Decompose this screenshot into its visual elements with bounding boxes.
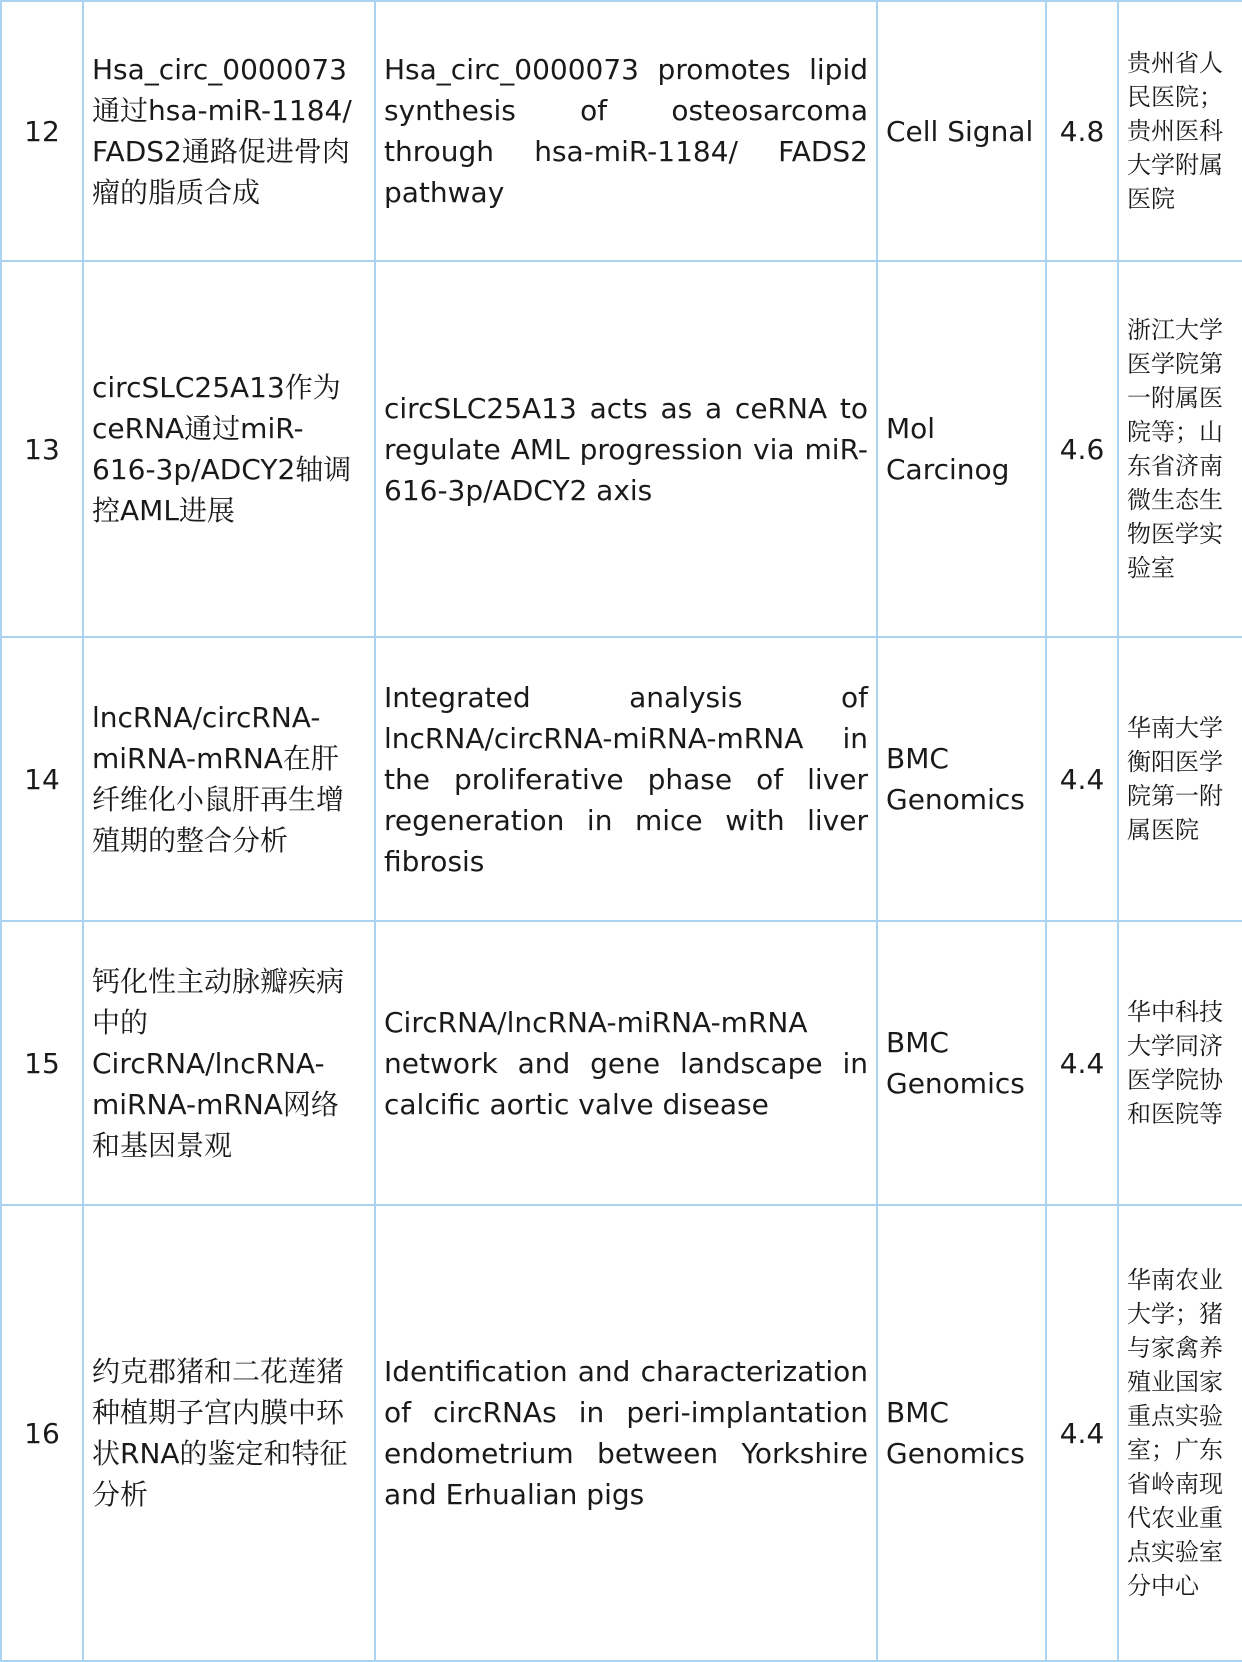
journal-name: BMC Genomics [877, 1205, 1046, 1661]
impact-factor: 4.4 [1046, 1205, 1118, 1661]
chinese-title: Hsa_circ_0000073通过hsa-miR-1184/ FADS2通路促进骨肉瘤的脂质合成 [83, 1, 375, 261]
journal-name: Cell Signal [877, 1, 1046, 261]
table-row [1, 261, 1242, 637]
english-title: Integrated analysis of lncRNA/circRNA-miRNA-mRNA in the proliferative phase of liver regeneration in mice with liver fibrosis [375, 637, 877, 921]
table-row [1, 921, 1242, 1205]
journal-name: BMC Genomics [877, 637, 1046, 921]
english-title: Identification and characterization of circRNAs in peri-implantation endometrium between Yorkshire and Erhualian pigs [375, 1205, 877, 1661]
impact-factor: 4.4 [1046, 921, 1118, 1205]
row-number: 13 [1, 261, 83, 637]
journal-name: Mol Carcinog [877, 261, 1046, 637]
institution: 贵州省人民医院；贵州医科大学附属医院 [1118, 1, 1242, 261]
row-number: 12 [1, 1, 83, 261]
institution: 华南大学衡阳医学院第一附属医院 [1118, 637, 1242, 921]
institution: 华南农业大学；猪与家禽养殖业国家重点实验室；广东省岭南现代农业重点实验室分中心 [1118, 1205, 1242, 1661]
english-title: circSLC25A13 acts as a ceRNA to regulate AML progression via miR-616-3p/ADCY2 axis [375, 261, 877, 637]
row-number: 16 [1, 1205, 83, 1661]
row-number: 15 [1, 921, 83, 1205]
table-row [1, 1, 1242, 261]
impact-factor: 4.8 [1046, 1, 1118, 261]
row-number: 14 [1, 637, 83, 921]
impact-factor: 4.4 [1046, 637, 1118, 921]
table-row [1, 637, 1242, 921]
chinese-title: 约克郡猪和二花莲猪种植期子宫内膜中环状RNA的鉴定和特征分析 [83, 1205, 375, 1661]
institution: 华中科技大学同济医学院协和医院等 [1118, 921, 1242, 1205]
chinese-title: lncRNA/circRNA-miRNA-mRNA在肝纤维化小鼠肝再生增殖期的整合分析 [83, 637, 375, 921]
chinese-title: 钙化性主动脉瓣疾病中的CircRNA/lncRNA-miRNA-mRNA网络和基因景观 [83, 921, 375, 1205]
institution: 浙江大学医学院第一附属医院等；山东省济南微生态生物医学实验室 [1118, 261, 1242, 637]
journal-name: BMC Genomics [877, 921, 1046, 1205]
english-title: Hsa_circ_0000073 promotes lipid synthesis of osteosarcoma through hsa-miR-1184/ FADS2 pathway [375, 1, 877, 261]
impact-factor: 4.6 [1046, 261, 1118, 637]
chinese-title: circSLC25A13作为ceRNA通过miR-616-3p/ADCY2轴调控AML进展 [83, 261, 375, 637]
english-title: CircRNA/lncRNA-miRNA-mRNA network and gene landscape in calcific aortic valve disease [375, 921, 877, 1205]
table-row [1, 1205, 1242, 1661]
